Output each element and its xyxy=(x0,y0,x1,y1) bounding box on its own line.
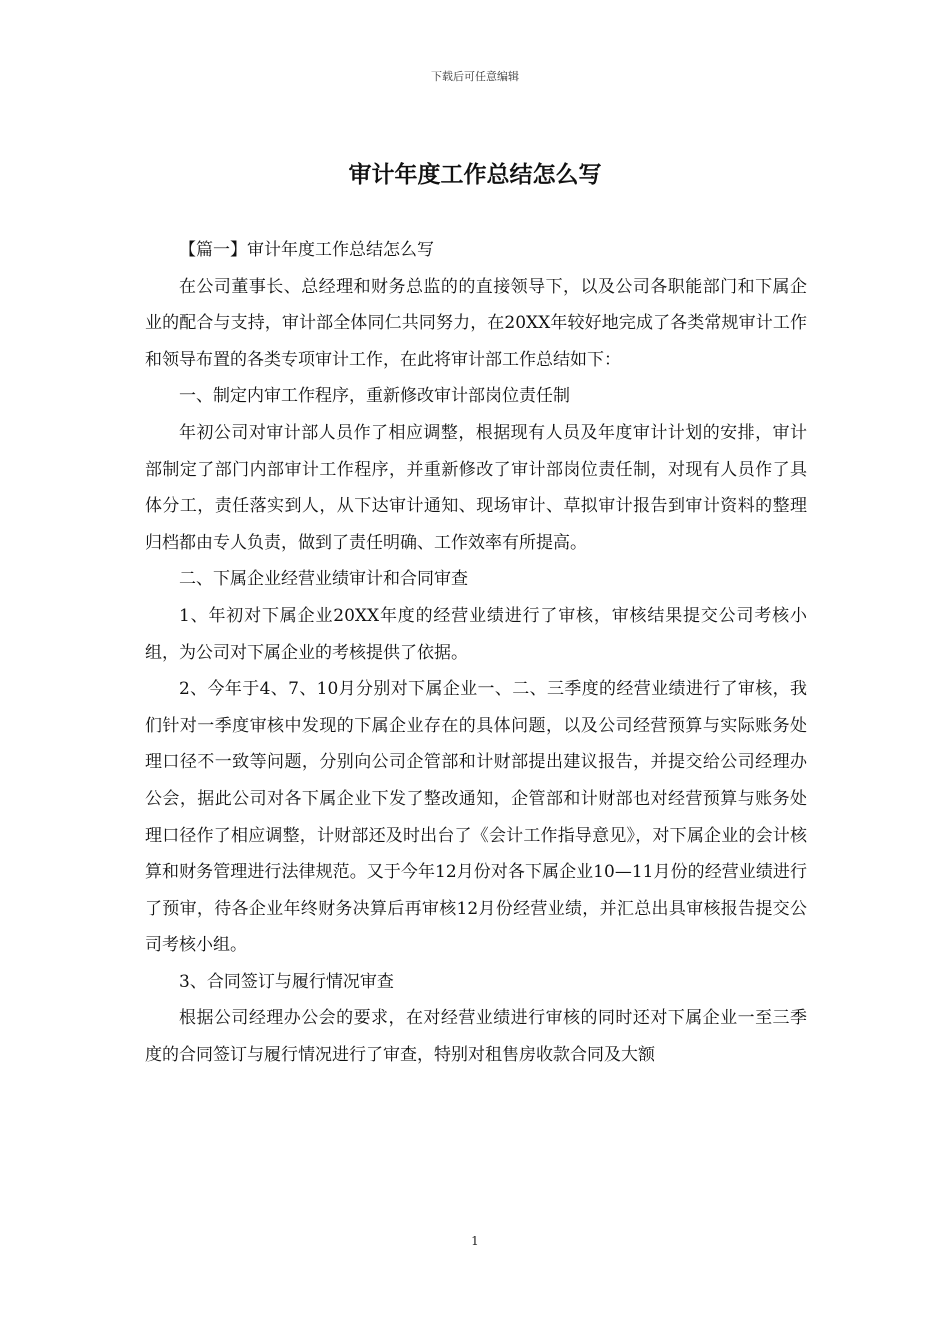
header-note: 下载后可任意编辑 xyxy=(431,70,519,83)
document-title: 审计年度工作总结怎么写 xyxy=(348,161,602,188)
document-body xyxy=(145,232,807,1074)
paragraph-body-1: 年初公司对审计部人员作了相应调整，根据现有人员及年度审计计划的安排，审计部制定了部门内部审计工作程序，并重新修改了审计部岗位责任制，对现有人员作了具体分工，责任落实到人，从下达审计通知、现场审计、草拟审计报告到审计资料的整理归档都由专人负责，做到了责任明确、工作效率有所提高。 xyxy=(145,422,807,553)
paragraph-body-3: 根据公司经理办公会的要求，在对经营业绩进行审核的同时还对下属企业一至三季度的合同签订与履行情况进行了审查，特别对租售房收款合同及大额 xyxy=(145,1008,807,1066)
paragraph-item-3: 3、合同签订与履行情况审查 xyxy=(179,971,394,992)
page-number: 1 xyxy=(471,1234,479,1248)
paragraph-heading-2: 二、下属企业经营业绩审计和合同审查 xyxy=(179,569,468,590)
paragraph-section-heading: 【篇一】审计年度工作总结怎么写 xyxy=(179,240,434,260)
paragraph-intro: 在公司董事长、总经理和财务总监的的直接领导下，以及公司各职能部门和下属企业的配合与支持，审计部全体同仁共同努力，在20XX年较好地完成了各类常规审计工作和领导布置的各类专项审计工作，在此将审计部工作总结如下： xyxy=(145,276,807,370)
paragraph-item-1: 1、年初对下属企业20XX年度的经营业绩进行了审核，审核结果提交公司考核小组，为公司对下属企业的考核提供了依据。 xyxy=(145,605,807,663)
paragraph-heading-1: 一、制定内审工作程序，重新修改审计部岗位责任制 xyxy=(179,386,570,407)
paragraph-item-2: 2、今年于4、7、10月分别对下属企业一、二、三季度的经营业绩进行了审核，我们针对一季度审核中发现的下属企业存在的具体问题，以及公司经营预算与实际账务处理口径不一致等问题，分别向公司企管部和计财部提出建议报告，并提交给公司经理办公会，据此公司对各下属企业下发了整改通知，企管部和计财部也对经营预算与账务处理口径作了相应调整，计财部还及时出台了《会计工作指导意见》，对下属企业的会计核算和财务管理进行法律规范。又于今年12月份对各下属企业10—11月份的经营业绩进行了预审，待各企业年终财务决算后再审核12月份经营业绩，并汇总出具审核报告提交公司考核小组。 xyxy=(145,679,807,956)
